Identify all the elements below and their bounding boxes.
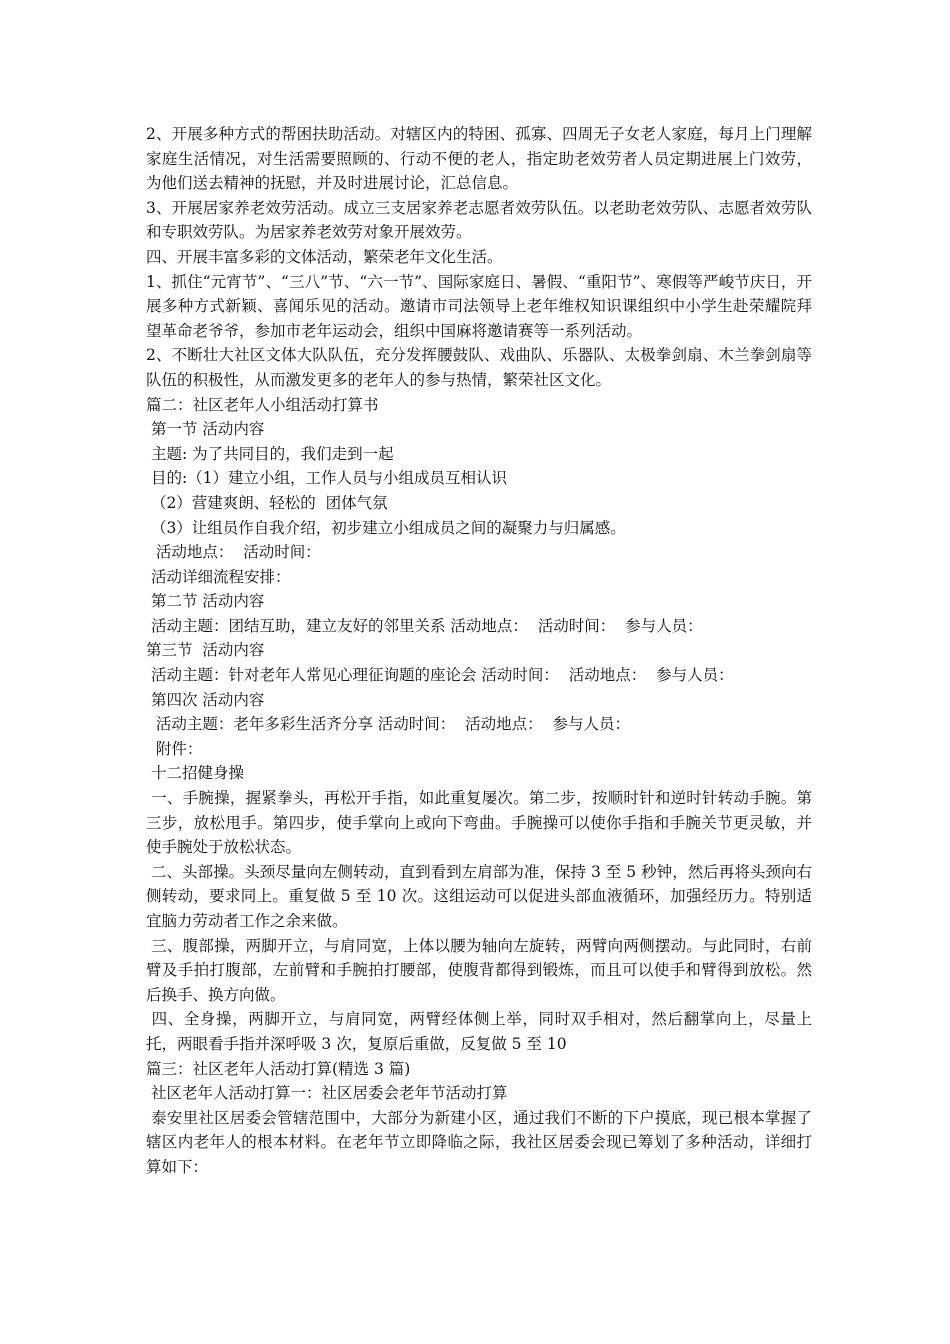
paragraph: （3）让组员作自我介绍，初步建立小组成员之间的凝聚力与归属感。 xyxy=(146,518,626,537)
paragraph: 附件： xyxy=(146,739,203,758)
section-heading: 篇三：社区老年人活动打算(精选 3 篇) xyxy=(146,1059,411,1078)
paragraph: 活动详细流程安排： xyxy=(146,567,291,586)
paragraph: 2、不断壮大社区文体大队队伍，充分发挥腰鼓队、戏曲队、乐器队、太极拳剑扇、木兰拳剑扇等队伍的积极性，从而激发更多的老年人的参与热情，繁荣社区文化。 xyxy=(146,346,812,389)
paragraph: 一、手腕操，握紧拳头，再松开手指，如此重复屡次。第二步，按顺时针和逆时针转动手腕。第三步，放松甩手。第四步，使手掌向上或向下弯曲。手腕操可以使你手指和手腕关节更灵敏，并使手腕处于放松状态。 xyxy=(146,789,812,857)
paragraph: 活动主题：团结互助，建立友好的邻里关系 活动地点： 活动时间： 参与人员： xyxy=(146,616,703,635)
paragraph: 第二节 活动内容 xyxy=(146,592,265,611)
paragraph: 活动主题：老年多彩生活齐分享 活动时间： 活动地点： 参与人员： xyxy=(146,715,630,734)
paragraph: 社区老年人活动打算一：社区居委会老年节活动打算 xyxy=(146,1084,508,1103)
paragraph: 三、腹部操，两脚开立，与肩同宽，上体以腰为轴向左旋转，两臂向两侧摆动。与此同时，右前臂及手拍打腹部，左前臂和手腕拍打腰部，使腹背都得到锻炼，而且可以使手和臂得到放松。然后换手、换方向做。 xyxy=(146,936,812,1004)
paragraph: 目的:（1）建立小组，工作人员与小组成员互相认识 xyxy=(146,469,508,488)
paragraph: 主题: 为了共同目的，我们走到一起 xyxy=(146,444,394,463)
paragraph: 第四次 活动内容 xyxy=(146,690,265,709)
paragraph: 四、开展丰富多彩的文体活动，繁荣老年文化生活。 xyxy=(146,247,503,266)
paragraph: 泰安里社区居委会管辖范围中，大部分为新建小区，通过我们不断的下户摸底，现已根本掌握了辖区内老年人的根本材料。在老年节立即降临之际，我社区居委会现已筹划了多种活动，详细打算如下： xyxy=(146,1108,812,1176)
paragraph: 活动地点： 活动时间： xyxy=(146,543,321,562)
document-body xyxy=(146,122,812,1180)
paragraph: 2、开展多种方式的帮困扶助活动。对辖区内的特困、孤寡、四周无子女老人家庭，每月上门理解家庭生活情况，对生活需要照顾的、行动不便的老人，指定助老效劳者人员定期进展上门效劳，为他们送去精神的抚慰，并及时进展讨论，汇总信息。 xyxy=(146,125,812,193)
paragraph: 1、抓住“元宵节”、“三八”节、“六一节”、国际家庭日、暑假、“重阳节”、寒假等严峻节庆日，开展多种方式新颖、喜闻乐见的活动。邀请市司法领导上老年维权知识课组织中小学生赴荣耀院拜望革命老爷爷，参加市老年运动会，组织中国麻将邀请赛等一系列活动。 xyxy=(146,272,812,340)
paragraph: 四、全身操，两脚开立，与肩同宽，两臂经体侧上举，同时双手相对，然后翻掌向上，尽量上托，两眼看手指并深呼吸 3 次，复原后重做，反复做 5 至 10 xyxy=(146,1010,812,1053)
paragraph: 第三节 活动内容 xyxy=(146,641,265,660)
paragraph: 第一节 活动内容 xyxy=(146,420,265,439)
paragraph: 活动主题：针对老年人常见心理征询题的座论会 活动时间： 活动地点： 参与人员： xyxy=(146,666,734,685)
paragraph: 二、头部操。头颈尽量向左侧转动，直到看到左肩部为准，保持 3 至 5 秒钟，然后再将头颈向右侧转动，要求同上。重复做 5 至 10 次。这组运动可以促进头部血液循环，加强经历力。特别适宜脑力劳动者工作之余来做。 xyxy=(146,862,812,930)
paragraph: （2）营建爽朗、轻松的 团体气氛 xyxy=(146,493,388,512)
paragraph: 3、开展居家养老效劳活动。成立三支居家养老志愿者效劳队伍。以老助老效劳队、志愿者效劳队和专职效劳队。为居家养老效劳对象开展效劳。 xyxy=(146,198,812,242)
paragraph: 十二招健身操 xyxy=(146,764,244,783)
section-heading: 篇二：社区老年人小组活动打算书 xyxy=(146,395,379,414)
